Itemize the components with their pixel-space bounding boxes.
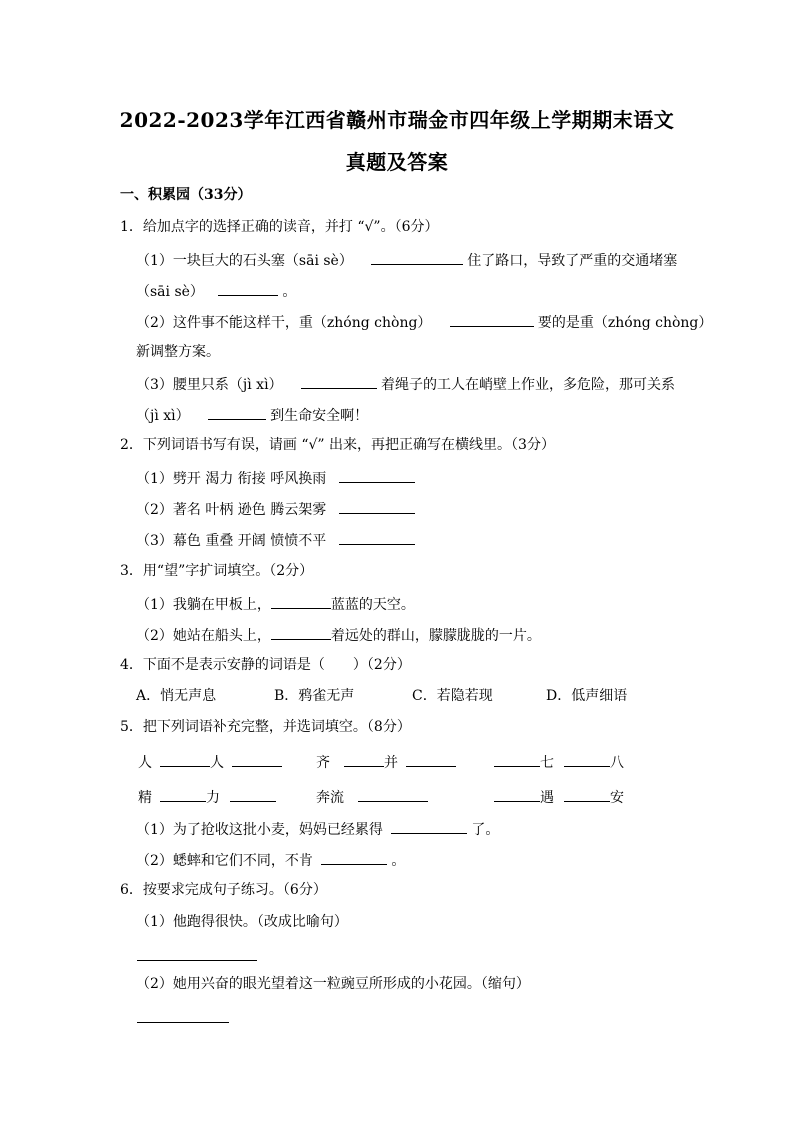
q1-part1-text-a: （1）一块巨大的石头塞（sāi sè） [136, 253, 353, 269]
q5-sentence1-text-a: （1）为了抢收这批小麦，妈妈已经累得 [136, 822, 383, 838]
q4-option-c[interactable]: C．若隐若现 [412, 688, 493, 704]
answer-line[interactable] [137, 960, 257, 961]
q5-char: 八 [610, 755, 624, 771]
q4-option-a[interactable]: A．悄无声息 [136, 688, 217, 704]
answer-blank[interactable] [450, 312, 534, 327]
q1-part2-text-b: 要的是重（zhóng chòng） [537, 315, 713, 331]
q3-line2-text-b: 着远处的群山，朦朦胧胧的一片。 [330, 628, 541, 644]
q5-char: 力 [206, 790, 220, 806]
answer-line[interactable] [137, 1022, 229, 1023]
answer-blank[interactable] [321, 850, 387, 865]
q5-row2-idiom1 [138, 787, 280, 807]
q5-sentence2-text-a: （2）蟋蟀和它们不同，不肯 [136, 853, 313, 869]
q5-char: 遇 [540, 790, 554, 806]
q5-sentence2 [136, 850, 405, 870]
answer-blank[interactable] [494, 787, 540, 802]
q1-part3-text-c: （jì xì） [136, 408, 190, 424]
answer-blank[interactable] [339, 499, 415, 514]
answer-blank[interactable] [160, 752, 210, 767]
q1-part3-line2 [136, 405, 368, 425]
q5-char: 七 [540, 755, 554, 771]
q1-part2-text-a: （2）这件事不能这样干，重（zhóng chòng） [136, 315, 432, 331]
q5-char: 安 [610, 790, 624, 806]
q2-line2 [136, 499, 419, 519]
q3-stem: 3．用“望”字扩词填空。（2分） [120, 563, 314, 579]
doc-title-line-1: 2022-2023学年江西省赣州市瑞金市四年级上学期期末语文 [119, 108, 675, 132]
q3-line1-text-b: 蓝蓝的天空。 [330, 597, 415, 613]
q4-stem: 4．下面不是表示安静的词语是（ ）（2分） [120, 657, 411, 673]
q5-stem: 5．把下列词语补充完整，并选词填空。（8分） [120, 719, 411, 735]
answer-blank[interactable] [218, 281, 278, 296]
section-heading: 一、积累园（33分） [120, 187, 252, 203]
q1-part1-text-b: 住了路口，导致了严重的交通堵塞 [467, 253, 678, 269]
q1-part1-text-c: （sāi sè） [136, 284, 204, 300]
q1-part2-line1 [136, 312, 712, 332]
q4-option-b[interactable]: B．鸦雀无声 [274, 688, 355, 704]
q6-line2: （2）她用兴奋的眼光望着这一粒豌豆所形成的小花园。（缩句） [136, 976, 530, 992]
q2-line3 [136, 530, 419, 550]
q2-line2-text: （2）著名 叶柄 逊色 腾云架雾 [136, 502, 327, 518]
q5-row1-idiom1 [138, 752, 286, 772]
q5-row2-idiom3 [494, 787, 624, 807]
q3-line2-text-a: （2）她站在船头上， [136, 628, 271, 644]
q2-line1-text: （1）劈开 渴力 衔接 呼风换雨 [136, 471, 327, 487]
q6-stem: 6．按要求完成句子练习。（6分） [120, 882, 327, 898]
q2-line3-text: （3）幕色 重叠 开阔 愤愤不平 [136, 533, 327, 549]
q5-row1-idiom2 [316, 752, 460, 772]
answer-blank[interactable] [208, 405, 266, 420]
q5-sentence1-text-b: 了。 [471, 822, 500, 838]
answer-blank[interactable] [271, 594, 331, 609]
q3-line1 [136, 594, 415, 614]
q5-char: 人 [138, 755, 152, 771]
q5-sentence1 [136, 819, 499, 839]
q3-line2 [136, 625, 541, 645]
q1-part2-line2: 新调整方案。 [136, 344, 220, 360]
q5-row1-idiom3 [494, 752, 624, 772]
q4-option-d[interactable]: D．低声细语 [546, 688, 628, 704]
q1-part1-text-d: 。 [282, 284, 297, 300]
answer-blank[interactable] [339, 530, 415, 545]
answer-blank[interactable] [564, 752, 610, 767]
q3-line1-text-a: （1）我躺在甲板上， [136, 597, 271, 613]
answer-blank[interactable] [344, 752, 384, 767]
doc-title-line-2: 真题及答案 [345, 150, 449, 174]
q1-part1-line2 [136, 281, 296, 301]
answer-blank[interactable] [564, 787, 610, 802]
q1-part1-line1 [136, 250, 677, 270]
q5-char: 奔流 [316, 790, 344, 806]
q5-char: 精 [138, 790, 152, 806]
q5-sentence2-text-b: 。 [391, 853, 406, 869]
q1-stem: 1．给加点字的选择正确的读音，并打 “√”。（6分） [120, 219, 439, 235]
answer-blank[interactable] [371, 250, 463, 265]
answer-blank[interactable] [339, 468, 415, 483]
answer-blank[interactable] [406, 752, 456, 767]
answer-blank[interactable] [494, 752, 540, 767]
answer-blank[interactable] [232, 752, 282, 767]
answer-blank[interactable] [160, 787, 206, 802]
q6-line1: （1）他跑得很快。（改成比喻句） [136, 914, 348, 930]
answer-blank[interactable] [391, 819, 467, 834]
answer-blank[interactable] [271, 625, 331, 640]
q5-char: 齐 [316, 755, 330, 771]
answer-blank[interactable] [358, 787, 428, 802]
q2-line1 [136, 468, 419, 488]
answer-blank[interactable] [230, 787, 276, 802]
answer-blank[interactable] [301, 374, 377, 389]
q5-char: 人 [210, 755, 224, 771]
q1-part3-text-d: 到生命安全啊！ [270, 408, 369, 424]
q1-part3-line1 [136, 374, 675, 394]
q1-part3-text-b: 着绳子的工人在峭壁上作业，多危险，那可关系 [381, 377, 676, 393]
q5-char: 并 [384, 755, 398, 771]
q1-part3-text-a: （3）腰里只系（jì xì） [136, 377, 283, 393]
q2-stem: 2．下列词语书写有误，请画 “√” 出来，再把正确写在横线里。（3分） [120, 437, 555, 453]
q5-row2-idiom2 [316, 787, 432, 807]
